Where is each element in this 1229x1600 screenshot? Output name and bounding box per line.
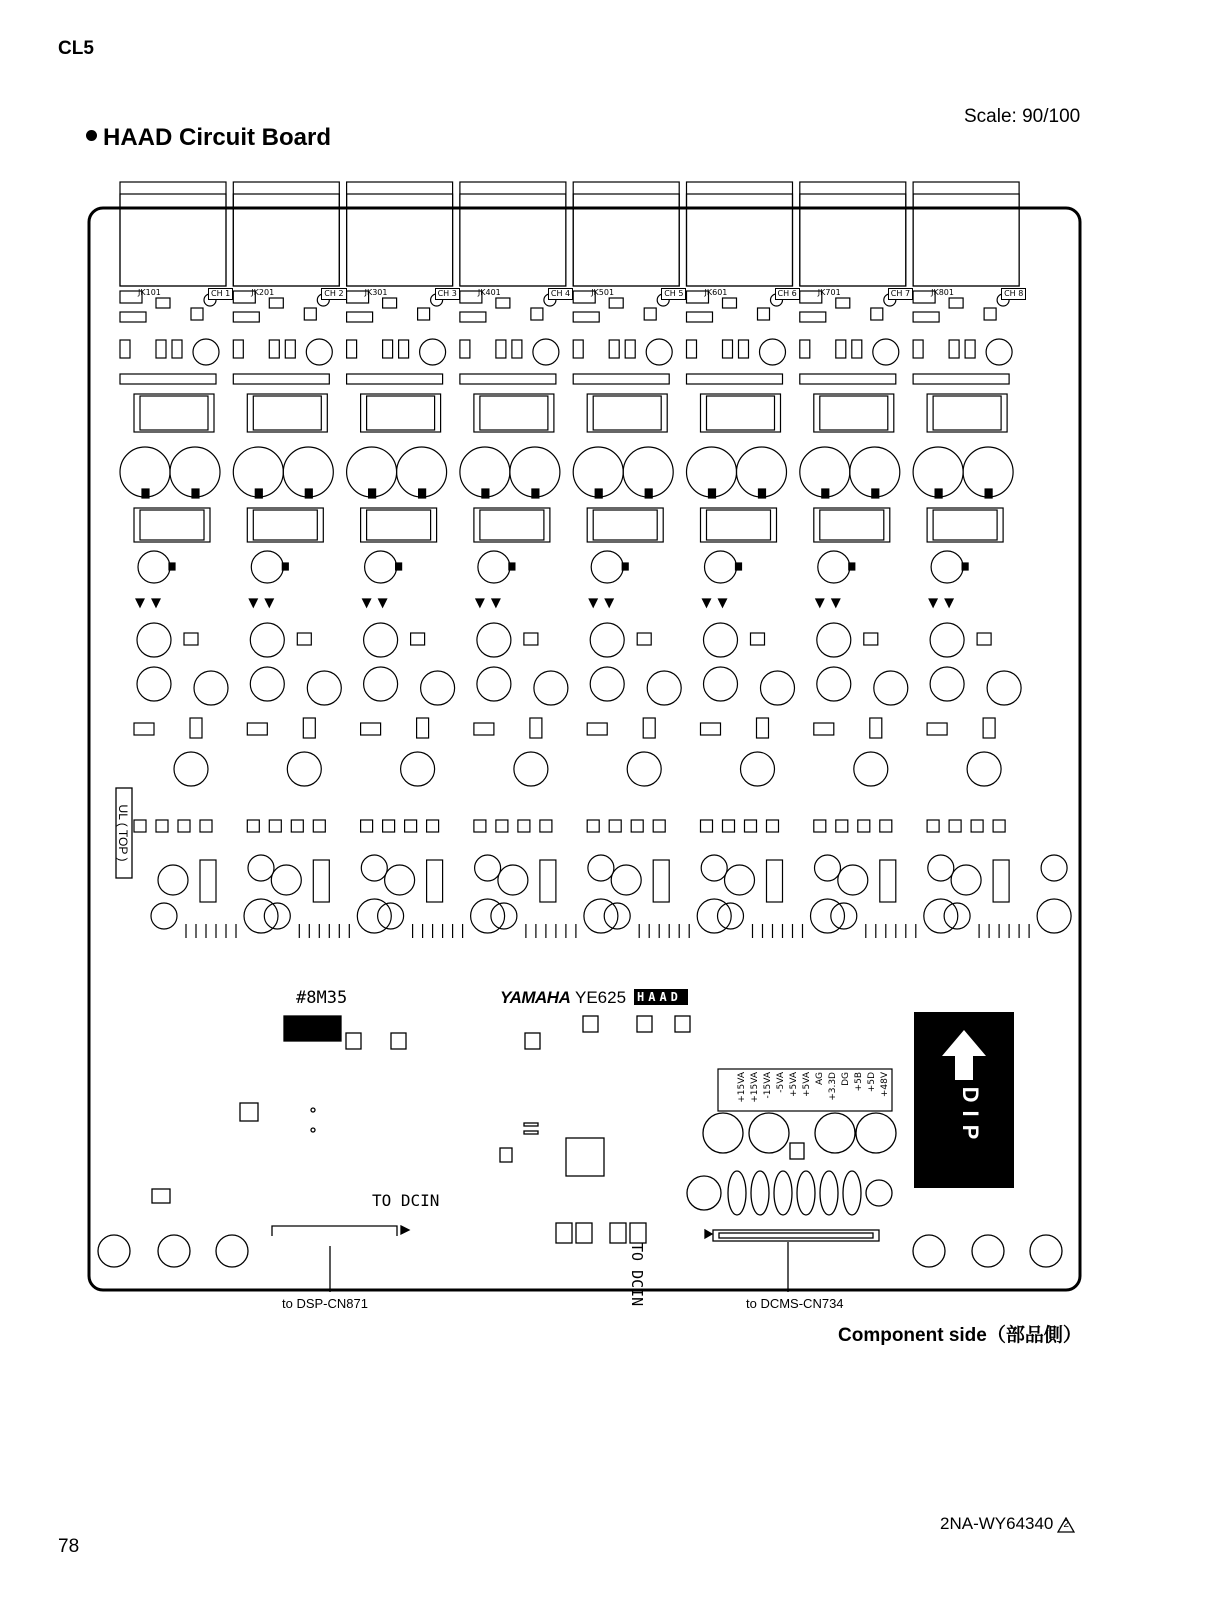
power-label: +15VA bbox=[750, 1072, 760, 1103]
power-label: +15VA bbox=[737, 1072, 747, 1103]
revision-number: 2 bbox=[1063, 1518, 1069, 1530]
ic-black-block bbox=[284, 1016, 341, 1041]
power-labels bbox=[720, 1070, 892, 1110]
power-label: AG bbox=[815, 1072, 825, 1085]
channel-label: CH 1 bbox=[208, 288, 233, 300]
page-title-text: HAAD Circuit Board bbox=[103, 124, 332, 151]
component-side-label: Component side（部品側） bbox=[838, 1325, 1082, 1346]
jack-label: JK301 bbox=[364, 288, 388, 297]
power-label: -5VA bbox=[776, 1072, 786, 1093]
channel-label: CH 8 bbox=[1001, 288, 1026, 300]
scale-label: Scale: 90/100 bbox=[964, 106, 1081, 127]
power-label: +3.3D bbox=[828, 1072, 838, 1101]
power-label: DG bbox=[841, 1072, 851, 1086]
jack-label: JK701 bbox=[817, 288, 841, 297]
cable-label-right: to DCMS-CN734 bbox=[746, 1296, 844, 1311]
power-label: +5D bbox=[867, 1072, 877, 1093]
ul-top-label: UL ( TOP ) bbox=[116, 804, 130, 862]
jack-label: JK201 bbox=[251, 288, 275, 297]
channel-label: CH 2 bbox=[321, 288, 346, 300]
channel-label: CH 7 bbox=[888, 288, 913, 300]
channel-label: CH 5 bbox=[661, 288, 686, 300]
power-label: +5VA bbox=[802, 1072, 812, 1098]
power-label: +5VA bbox=[789, 1072, 799, 1098]
jack-label: JK801 bbox=[931, 288, 954, 297]
to-dcin-left-label: TO DCIN bbox=[372, 1191, 440, 1210]
dip-label: DIP bbox=[958, 1086, 983, 1148]
power-label: -15VA bbox=[763, 1072, 773, 1099]
to-dcin-right-label: TO DCIN bbox=[628, 1243, 646, 1307]
jack-label: JK601 bbox=[704, 288, 728, 297]
model-label: CL5 bbox=[58, 38, 94, 59]
page-number: 78 bbox=[58, 1536, 80, 1557]
channel-label: CH 6 bbox=[775, 288, 800, 300]
board-code: YE625 bbox=[575, 988, 627, 1007]
jack-label: JK501 bbox=[591, 288, 615, 297]
channel-label: CH 3 bbox=[435, 288, 460, 300]
power-label: +48V bbox=[880, 1072, 890, 1098]
channel-label: CH 4 bbox=[548, 288, 573, 300]
revision-triangle-icon bbox=[1057, 1517, 1075, 1533]
d-marker bbox=[152, 1189, 170, 1203]
power-label: +5B bbox=[854, 1072, 864, 1092]
jack-label: JK101 bbox=[138, 288, 161, 297]
cable-label-left: to DSP-CN871 bbox=[282, 1296, 368, 1311]
board-marking-8m35: #8M35 bbox=[296, 988, 348, 1008]
document-number bbox=[940, 1514, 1075, 1534]
board-name: HAAD bbox=[637, 990, 682, 1004]
yamaha-logo: YAMAHA bbox=[500, 988, 571, 1007]
document-number-text: 2NA-WY64340 bbox=[940, 1514, 1054, 1533]
jack-label: JK401 bbox=[477, 288, 501, 297]
